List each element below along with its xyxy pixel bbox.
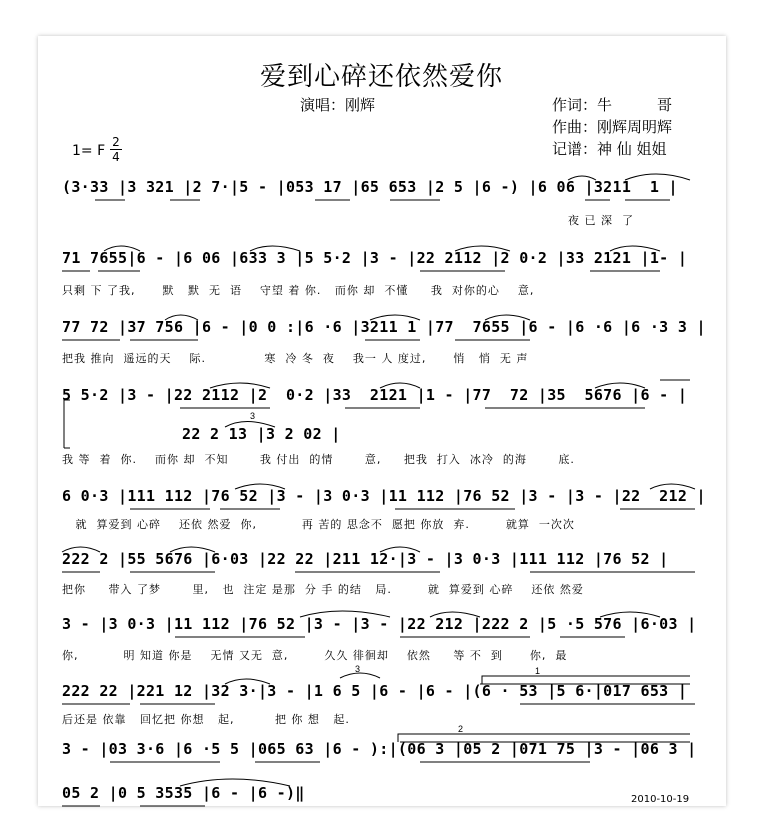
volta-one-marker: 1 xyxy=(535,666,541,676)
lyricist-credit: 作词：牛 哥 xyxy=(552,96,673,114)
notation-row: 222 2 |55 5676 |6·03 |22 22 |211 12·|3 - |3 0·3 |111 112 |76 52 | xyxy=(62,550,669,568)
song-title: 爱到心碎还依然爱你 xyxy=(259,62,503,92)
time-signature-bottom: 4 xyxy=(112,150,120,164)
lyric-row: 只剩 下 了我, 默 默 无 语 守望 着 你. 而你 却 不懂 我 对你的心 意, xyxy=(62,284,535,297)
lyric-row: 就 算爱到 心碎 还依 然爱 你, 再 苦的 思念不 愿把 你放 弃. 就算 一次次 xyxy=(62,518,575,531)
notation-row: 222 22 |221 12 |32 3·|3 - |1 6 5 |6 - |6 - |(6 · 53 |5 6·|017 653 | xyxy=(62,682,688,700)
lyric-row: 我 等 着 你. 而你 却 不知 我 付出 的情 意, 把我 打入 冰冷 的海 底. xyxy=(62,453,575,466)
notation-row: 05 2 |0 5 3535 |6 - |6 -)‖ xyxy=(62,784,305,802)
notation-row: 77 72 |37 756 |6 - |0 0 :|6 ·6 |3211 1 |77 7655 |6 - |6 ·6 |6 ·3 3 | xyxy=(62,318,706,336)
lyric-row: 夜 已 深 了 xyxy=(568,214,634,227)
lyric-row: 把你 带入 了梦 里, 也 注定 是那 分 手 的结 局. 就 算爱到 心碎 还依 然爱 xyxy=(62,583,584,596)
notation-row-alt: 22 2 13 |3 2 02 | xyxy=(182,425,341,443)
key-signature: 1= F xyxy=(72,143,106,159)
notation-row: 6 0·3 |111 112 |76 52 |3 - |3 0·3 |11 112 |76 52 |3 - |3 - |22 212 | xyxy=(62,487,706,505)
time-signature-top: 2 xyxy=(112,135,120,149)
triplet-marker: 3 xyxy=(355,664,361,674)
notation-row: 71 7655|6 - |6 06 |633 3 |5 5·2 |3 - |22 2112 |2 0·2 |33 2121 |1- | xyxy=(62,249,688,267)
notation-row: 5 5·2 |3 - |22 2112 |2 0·2 |33 2121 |1 - |77 72 |35 5676 |6 - | xyxy=(62,386,688,404)
transcription-date: 2010-10-19 xyxy=(631,794,690,805)
composer-credit: 作曲：刚辉周明辉 xyxy=(552,118,673,136)
triplet-marker: 3 xyxy=(250,411,256,421)
notation-row: 3 - |03 3·6 |6 ·5 5 |065 63 |6 - ):|(06 3 |05 2 |071 75 |3 - |06 3 | xyxy=(62,740,697,758)
lyric-row: 你, 明 知道 你是 无情 又无 意, 久久 徘徊却 依然 等 不 到 你, 最 xyxy=(62,649,568,662)
transcriber-credit: 记谱：神 仙 姐姐 xyxy=(552,140,667,158)
singer-credit: 演唱：刚辉 xyxy=(300,96,376,114)
lyric-row: 后还是 依靠 回忆把 你想 起, 把 你 想 起. xyxy=(62,713,350,726)
lyric-row: 把我 推向 遥远的天 际. 寒 冷 冬 夜 我一 人 度过, 悄 悄 无 声 xyxy=(62,352,529,365)
notation-row: 3 - |3 0·3 |11 112 |76 52 |3 - |3 - |22 212 |222 2 |5 ·5 576 |6·03 | xyxy=(62,615,697,633)
volta-two-marker: 2 xyxy=(458,724,464,734)
notation-row: (3·33 |3 321 |2 7·|5 - |053 17 |65 653 |2 5 |6 -) |6 06 |3211 1 | xyxy=(62,178,678,196)
